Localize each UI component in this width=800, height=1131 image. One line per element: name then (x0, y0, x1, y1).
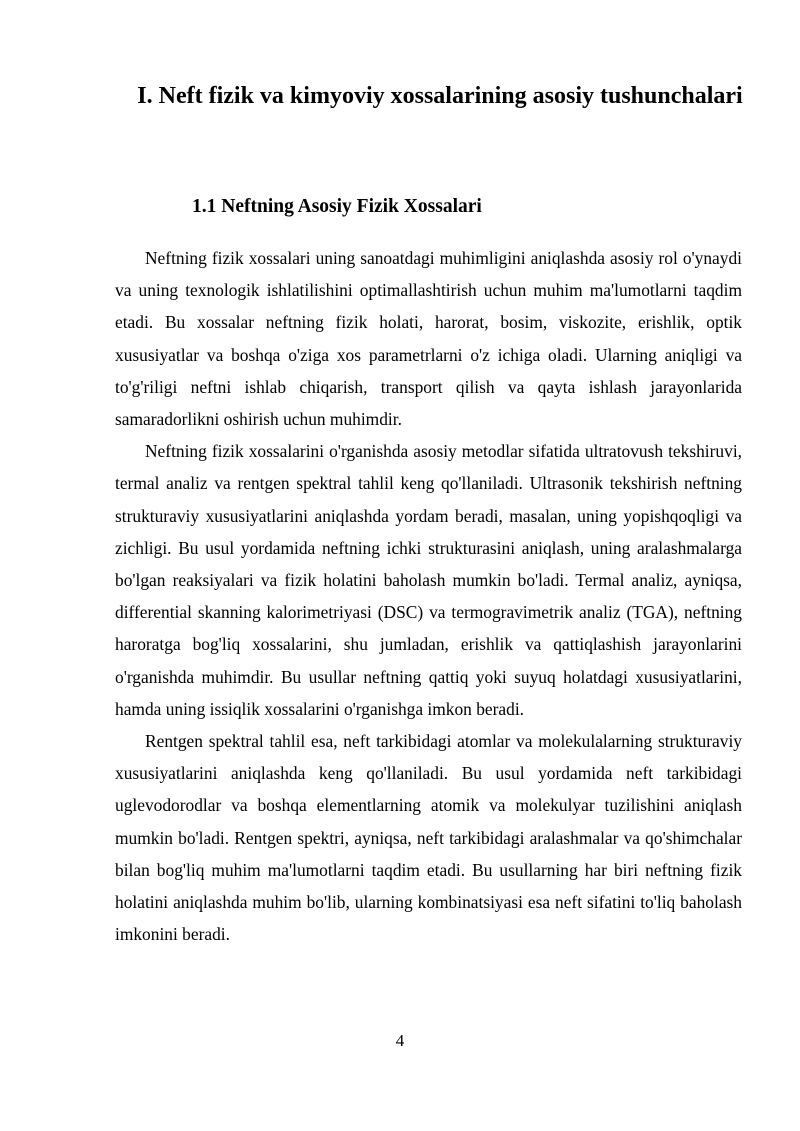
paragraph-2: Neftning fizik xossalarini o'rganishda asosiy metodlar sifatida ultratovush tekshiruvi, termal analiz va rentgen spektral tahlil keng qo'llaniladi. Ultrasonik tekshirish neftning strukturaviy xususiyatlarini aniqlashda yordam beradi, masalan, uning yopishqoqligi va zichligi. Bu usul yordamida neftning ichki strukturasini aniqlash, uning aralashmalarga bo'lgan reaksiyalari va fizik holatini baholash mumkin bo'ladi. Termal analiz, ayniqsa, differential skanning kalorimetriyasi (DSC) va termogravimetrik analiz (TGA), neftning haroratga bog'liq xossalarini, shu jumladan, erishlik va qattiqlashish jarayonlarini o'rganishda muhimdir. Bu usullar neftning qattiq yoki suyuq holatdagi xususiyatlarini, hamda uning issiqlik xossalarini o'rganishga imkon beradi. (115, 441, 742, 719)
chapter-title: I. Neft fizik va kimyoviy xossalarining asosiy tushunchalari (137, 83, 743, 109)
paragraph-1: Neftning fizik xossalari uning sanoatdagi muhimligini aniqlashda asosiy rol o'ynaydi va uning texnologik ishlatilishini optimallashtirish uchun muhim ma'lumotlarni taqdim etadi. Bu xossalar neftning fizik holati, harorat, bosim, viskozite, erishlik, optik xususiyatlar va boshqa o'ziga xos parametrlarni o'z ichiga oladi. Ularning aniqligi va to'g'riligi neftni ishlab chiqarish, transport qilish va qayta ishlash jarayonlarida samaradorlikni oshirish uchun muhimdir. (115, 248, 742, 430)
body-text (115, 242, 742, 950)
page-number: 4 (395, 1031, 405, 1050)
section-title: 1.1 Neftning Asosiy Fizik Xossalari (192, 196, 482, 217)
paragraph-3: Rentgen spektral tahlil esa, neft tarkibidagi atomlar va molekulalarning strukturaviy xususiyatlarini aniqlashda keng qo'llaniladi. Bu usul yordamida neft tarkibidagi uglevodorodlar va boshqa elementlarning atomik va molekulyar tuzilishini aniqlash mumkin bo'ladi. Rentgen spektri, ayniqsa, neft tarkibidagi aralashmalar va qo'shimchalar bilan bog'liq muhim ma'lumotlarni taqdim etadi. Bu usullarning har biri neftning fizik holatini aniqlashda muhim bo'lib, ularning kombinatsiyasi esa neft sifatini to'liq baholash imkonini beradi. (115, 731, 742, 945)
